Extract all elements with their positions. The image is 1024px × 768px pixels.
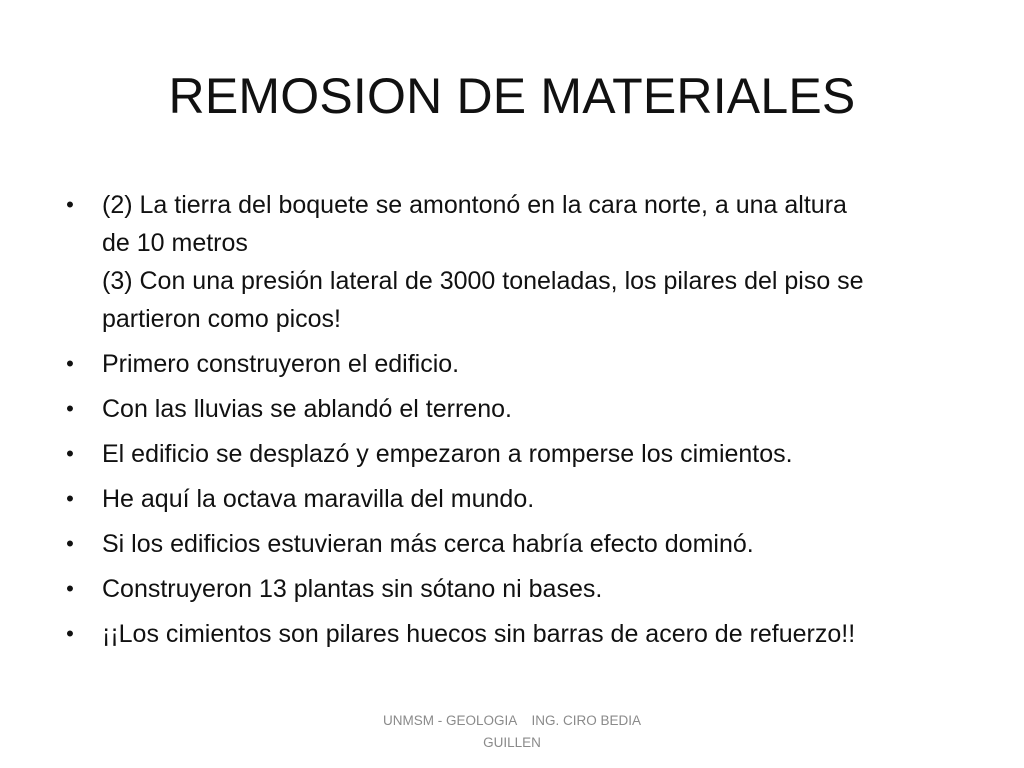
bullet-dot: • <box>66 621 74 646</box>
bullet-text: He aquí la octava maravilla del mundo. <box>102 485 535 513</box>
bullet-dot: • <box>66 486 74 511</box>
bullet-item <box>60 345 980 383</box>
bullet-text: (3) Con una presión lateral de 3000 toneladas, los pilares del piso se <box>102 267 864 295</box>
slide-title: REMOSION DE MATERIALES <box>168 68 856 124</box>
bullet-text: Construyeron 13 plantas sin sótano ni bases. <box>102 575 603 603</box>
bullet-dot: • <box>66 396 74 421</box>
bullet-text: ¡¡Los cimientos son pilares huecos sin barras de acero de refuerzo!! <box>102 620 856 648</box>
bullet-item <box>60 615 980 653</box>
bullet-dot: • <box>66 192 74 217</box>
bullet-item <box>60 435 980 473</box>
footer-line-2: GUILLEN <box>483 735 541 750</box>
footer-line-1: UNMSM - GEOLOGIA ING. CIRO BEDIA <box>382 713 642 728</box>
bullet-item <box>60 570 980 608</box>
bullet-item <box>60 390 980 428</box>
slide-footer <box>362 710 662 754</box>
bullet-item <box>60 186 980 338</box>
bullet-text: (2) La tierra del boquete se amontonó en la cara norte, a una altura <box>102 191 847 219</box>
bullet-text: de 10 metros <box>102 229 248 257</box>
bullet-item <box>60 480 980 518</box>
bullet-text: Con las lluvias se ablandó el terreno. <box>102 395 512 423</box>
bullet-dot: • <box>66 576 74 601</box>
bullet-item <box>60 525 980 563</box>
bullet-list <box>60 186 980 660</box>
bullet-text: Si los edificios estuvieran más cerca habría efecto dominó. <box>102 530 754 558</box>
bullet-text: Primero construyeron el edificio. <box>102 350 460 378</box>
bullet-dot: • <box>66 531 74 556</box>
bullet-dot: • <box>66 441 74 466</box>
bullet-dot: • <box>66 351 74 376</box>
bullet-text: El edificio se desplazó y empezaron a romperse los cimientos. <box>102 440 793 468</box>
bullet-text: partieron como picos! <box>102 305 342 333</box>
